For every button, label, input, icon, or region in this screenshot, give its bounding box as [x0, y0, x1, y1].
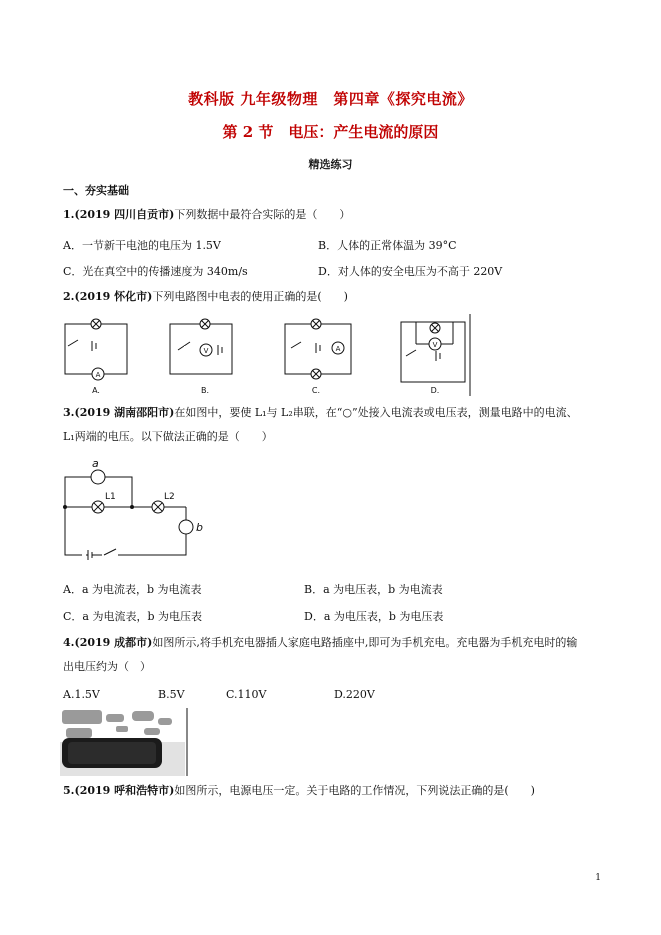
question-source: (2019 呼和浩特市): [74, 784, 175, 797]
meter-label-a: A: [95, 371, 101, 379]
question-text: 下列数据中最符合实际的是（ ）: [174, 208, 351, 221]
circuit-b: [170, 319, 232, 374]
question-3-option-d: D．a 为电压表，b 为电压表: [304, 610, 444, 623]
question-number: 3.: [63, 406, 75, 419]
question-source: (2019 四川自贡市): [74, 208, 175, 221]
phone-icon: [62, 738, 162, 768]
meter-label-c: A: [335, 345, 341, 353]
question-1-option-c: C．光在真空中的传播速度为 340m/s: [63, 265, 248, 278]
label-l2: L2: [164, 492, 175, 502]
question-2-circuit-figures: [58, 312, 478, 400]
question-source: (2019 成都市): [74, 636, 153, 649]
document-title: 教科版 九年级物理 第四章《探究电流》: [188, 90, 473, 108]
section-heading: 精选练习: [308, 158, 353, 171]
question-3-option-a: A．a 为电流表，b 为电流表: [63, 583, 202, 596]
circuit-d: [401, 314, 470, 396]
caption-d: D.: [430, 386, 440, 395]
question-number: 2.: [63, 290, 75, 303]
meter-label-b: V: [203, 347, 209, 355]
question-1-option-b: B．人体的正常体温为 39°C: [318, 239, 457, 252]
question-number: 4.: [63, 636, 75, 649]
lesson-subtitle: 第 2 节 电压：产生电流的原因: [222, 123, 439, 141]
part-heading: 一、夯实基础: [63, 184, 129, 197]
question-3-stem-line1: [63, 406, 578, 420]
meter-label-d: V: [432, 341, 438, 349]
question-4-phone-photo: [60, 708, 190, 776]
question-4-option-d: D.220V: [334, 688, 375, 701]
question-3-stem-line2: L₁两端的电压。以下做法正确的是（ ）: [63, 430, 273, 443]
question-4-option-a: A.1.5V: [63, 688, 100, 701]
question-3-option-b: B．a 为电压表，b 为电流表: [304, 583, 443, 596]
caption-a: A.: [92, 386, 100, 395]
question-1-option-d: D．对人体的安全电压为不高于 220V: [318, 265, 503, 278]
question-source: (2019 怀化市): [74, 290, 153, 303]
label-b: b: [196, 521, 203, 534]
question-text: 在如图中，要使 L₁与 L₂串联，在“○”处接入电流表或电压表，测量电路中的电流、: [174, 406, 578, 419]
label-l1: L1: [105, 492, 116, 502]
question-5-stem: [63, 784, 535, 798]
caption-b: B.: [200, 386, 210, 395]
question-4-option-c: C.110V: [226, 688, 267, 701]
question-4-option-b: B.5V: [158, 688, 185, 701]
question-1-option-a: A．一节新干电池的电压为 1.5V: [63, 239, 221, 252]
question-4-stem-line2: 出电压约为（ ）: [63, 660, 151, 673]
circuit-c: [285, 319, 351, 379]
question-3-circuit-figure: [58, 455, 208, 573]
question-text: 如图所示,将手机充电器插人家庭电路插座中,即可为手机充电。充电器为手机充电时的输: [152, 636, 578, 649]
page-number: 1: [595, 873, 601, 883]
question-4-stem-line1: [63, 636, 577, 650]
question-3-option-c: C．a 为电流表，b 为电压表: [63, 610, 203, 623]
question-number: 5.: [63, 784, 75, 797]
question-text: 如图所示，电源电压一定。关于电路的工作情况，下列说法正确的是( ): [174, 784, 535, 797]
question-2-stem: [63, 290, 348, 304]
question-source: (2019 湖南邵阳市): [74, 406, 175, 419]
caption-c: C.: [311, 386, 321, 395]
question-1-stem: [63, 208, 350, 222]
question-text: 下列电路图中电表的使用正确的是( ): [152, 290, 348, 303]
label-a: a: [92, 457, 99, 470]
question-number: 1.: [63, 208, 75, 221]
